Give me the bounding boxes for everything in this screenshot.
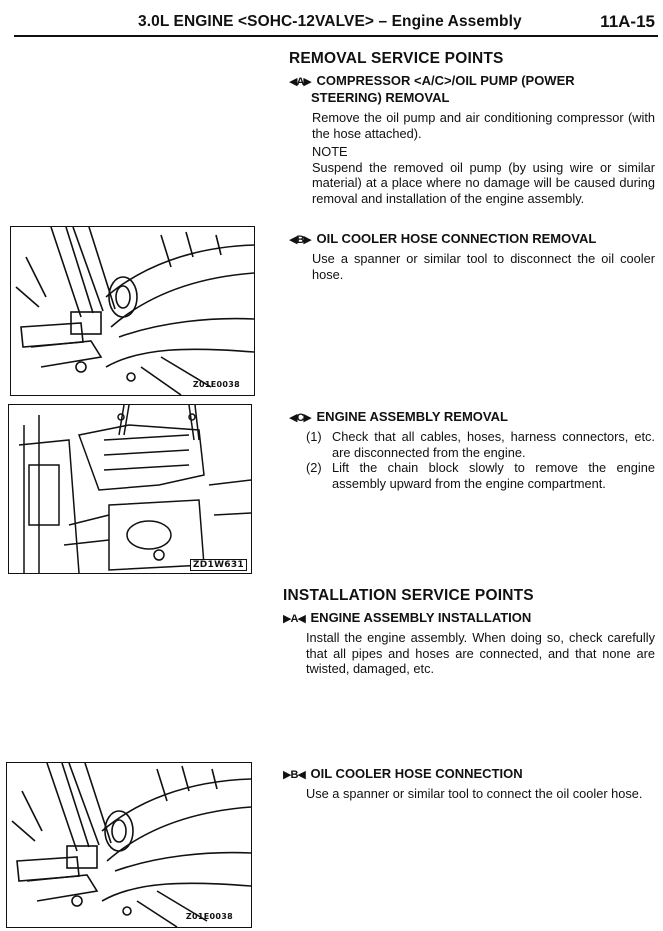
removal-a-body: Remove the oil pump and air conditioning compressor (with the hose attached). <box>312 110 655 141</box>
page-header <box>0 0 663 40</box>
installation-b-marker: ▶B◀ <box>283 769 305 781</box>
removal-b-title-text: OIL COOLER HOSE CONNECTION REMOVAL <box>316 231 597 246</box>
installation-a-body: Install the engine assembly. When doing so, check carefully that all pipes and hoses are connected, and that none are twisted, damaged, etc. <box>306 630 655 676</box>
installation-a-title <box>283 610 531 627</box>
list-item-text: Check that all cables, hoses, harness connectors, etc. are disconnected from the engine. <box>332 429 655 460</box>
removal-b-marker: ◀B▶ <box>289 234 311 246</box>
installation-b-title-text: OIL COOLER HOSE CONNECTION <box>310 766 523 781</box>
removal-a-title-line2: STEERING) REMOVAL <box>311 90 450 105</box>
removal-b-body: Use a spanner or similar tool to disconnect the oil cooler hose. <box>312 251 655 282</box>
figure-code: ZD1W631 <box>190 559 247 571</box>
oil-cooler-hose-illustration <box>7 763 251 927</box>
list-item <box>306 429 655 460</box>
removal-c-title-text: ENGINE ASSEMBLY REMOVAL <box>316 409 508 424</box>
installation-heading: INSTALLATION SERVICE POINTS <box>283 587 534 604</box>
removal-a-title-line1: COMPRESSOR <A/C>/OIL PUMP (POWER <box>316 73 575 88</box>
header-rule <box>14 35 658 37</box>
figure-oil-cooler-hose-installation <box>6 762 252 928</box>
figure-oil-cooler-hose-removal <box>10 226 255 396</box>
figure-code: Z01E0038 <box>192 380 240 389</box>
removal-a-body-block <box>312 110 655 206</box>
page-number: 11A-15 <box>600 12 655 31</box>
engine-chain-illustration <box>9 405 251 573</box>
removal-a-title <box>289 73 649 106</box>
removal-heading: REMOVAL SERVICE POINTS <box>289 50 504 67</box>
removal-a-note-label: NOTE <box>312 144 348 159</box>
removal-b-title <box>289 231 596 248</box>
removal-c-title <box>289 409 508 426</box>
removal-a-marker: ◀A▶ <box>289 76 311 88</box>
list-item-number: (2) <box>306 460 322 475</box>
installation-a-marker: ▶A◀ <box>283 613 305 625</box>
figure-engine-assembly-chain <box>8 404 252 574</box>
list-item <box>306 460 655 491</box>
oil-cooler-hose-illustration <box>11 227 254 395</box>
installation-b-body: Use a spanner or similar tool to connect the oil cooler hose. <box>306 786 643 801</box>
removal-a-note-text: Suspend the removed oil pump (by using wire or similar material) at a place where no damage will be caused during removal and installation of the engine assembly. <box>312 159 655 206</box>
page-title: 3.0L ENGINE <SOHC-12VALVE> – Engine Assembly <box>138 13 522 30</box>
figure-code: Z01E0038 <box>185 912 233 921</box>
installation-b-title <box>283 766 523 783</box>
installation-a-title-text: ENGINE ASSEMBLY INSTALLATION <box>310 610 532 625</box>
list-item-number: (1) <box>306 429 322 444</box>
removal-c-steps <box>306 429 655 491</box>
removal-c-marker: ◀C▶ <box>289 412 311 424</box>
list-item-text: Lift the chain block slowly to remove the engine assembly upward from the engine compartment. <box>332 460 655 491</box>
